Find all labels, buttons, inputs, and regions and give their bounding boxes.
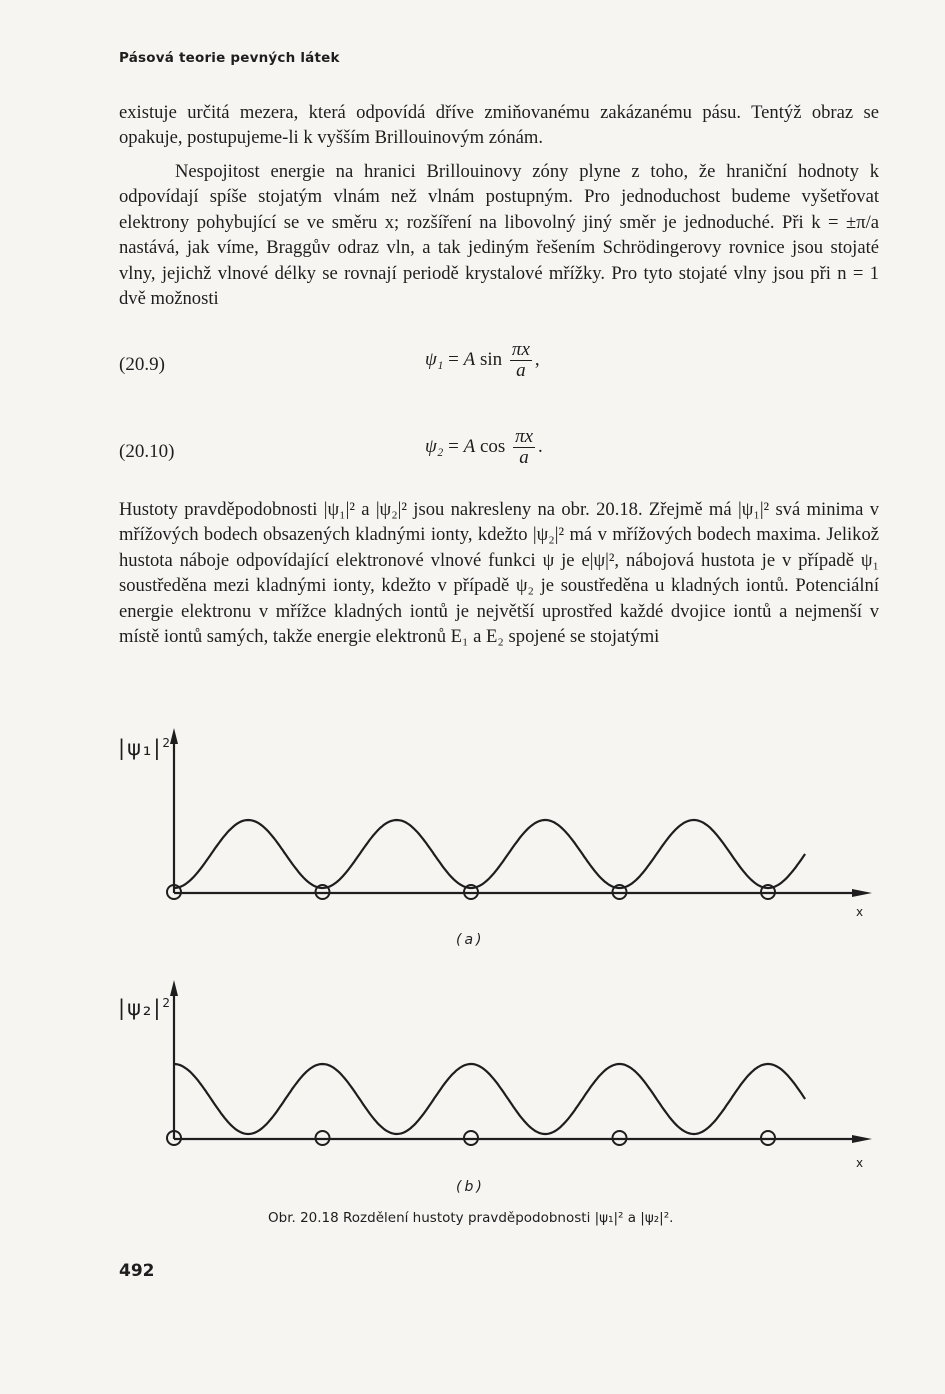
eq-coef: A	[463, 435, 476, 457]
page-number: 492	[119, 1261, 155, 1281]
paragraph-1: existuje určitá mezera, která odpovídá dříve zmiňovanému zakázanému pásu. Tentýž obraz se opakuje, postupujeme-li k vyšším Brillouinovým zónám.	[119, 102, 879, 149]
eq-numerator: πx	[511, 339, 530, 360]
eq-lhs: ψ₂	[425, 435, 444, 457]
panel-a-sublabel: (a)	[456, 932, 485, 948]
equation-number-20-10: (20.10)	[119, 441, 175, 462]
panel-a-ylabel-exp: 2	[162, 736, 173, 750]
eq-end: .	[538, 435, 543, 457]
paragraph-2: Nespojitost energie na hranici Brillouinovy zóny plyne z toho, že hraniční hodnoty k odpovídají spíše stojatým vlnám než vlnám postupným. Pro jednoduchost budeme vyšetřovat elektrony pohybující se ve směru x; rozšíření na libovolný jiný směr je jednoduché. Při k = ±π/a nastává, jak víme, Braggův odraz vln, a tak jediným řešením Schrödingerovy rovnice jsou stojaté vlny, jejichž vlnové délky se rovnají periodě krystalové mřížky. Pro tyto stojaté vlny jsou při n = 1 dvě možnosti	[119, 161, 879, 310]
panel-a-curve	[174, 820, 805, 888]
eq-end: ,	[534, 348, 540, 370]
panel-b-sublabel: (b)	[456, 1179, 485, 1195]
eq-func: sin	[479, 348, 503, 370]
panel-a-ylabel-text: |ψ₁|	[118, 736, 163, 760]
paragraph-3: Hustoty pravděpodobnosti |ψ₁|² a |ψ₂|² jsou nakresleny na obr. 20.18. Zřejmě má |ψ₁|² svá minima v mřížových bodech obsazených kladnými ionty, kdežto |ψ₂|² má v mřížových bodech maxima. Jelikož hustota náboje odpovídající elektronové vlnové funkci ψ je e|ψ|², nábojová hustota je v případě ψ₁ soustředěna mezi kladnými ionty, kdežto v případě ψ₂ je soustředěna u kladných iontů. Potenciální energie elektronu v mřížce kladných iontů je největší uprostřed každé dvojice iontů a nejmenší v místě iontů samých, takže energie elektronů E₁ a E₂ spojené se stojatými	[119, 499, 879, 648]
panel-a-plot	[167, 728, 872, 899]
eq-lhs: ψ₁	[425, 348, 444, 370]
eq-denominator: a	[516, 360, 526, 381]
panel-b-ylabel	[118, 996, 172, 1020]
eq-func: cos	[479, 435, 506, 457]
eq-denominator: a	[519, 447, 529, 468]
eq-sign: =	[448, 435, 459, 457]
equation-number-20-9: (20.9)	[119, 354, 165, 375]
panel-b-y-arrow	[170, 980, 178, 996]
running-header: Pásová teorie pevných látek	[119, 50, 340, 66]
panel-a-xlabel: x	[856, 905, 864, 919]
eq-numerator: πx	[515, 426, 534, 447]
panel-b-ylabel-exp: 2	[162, 996, 173, 1010]
panel-b-ylabel-text: |ψ₂|	[118, 996, 163, 1020]
panel-b-xlabel: x	[856, 1156, 864, 1170]
figure-caption: Obr. 20.18 Rozdělení hustoty pravděpodobnosti |ψ₁|² a |ψ₂|².	[268, 1210, 674, 1226]
eq-sign: =	[448, 348, 459, 370]
panel-a-ylabel	[118, 736, 172, 760]
panel-b-x-arrow	[852, 1135, 872, 1143]
panel-a-x-arrow	[852, 889, 872, 897]
panel-b-curve	[174, 1064, 805, 1134]
eq-coef: A	[463, 348, 476, 370]
panel-b-plot	[167, 980, 872, 1145]
